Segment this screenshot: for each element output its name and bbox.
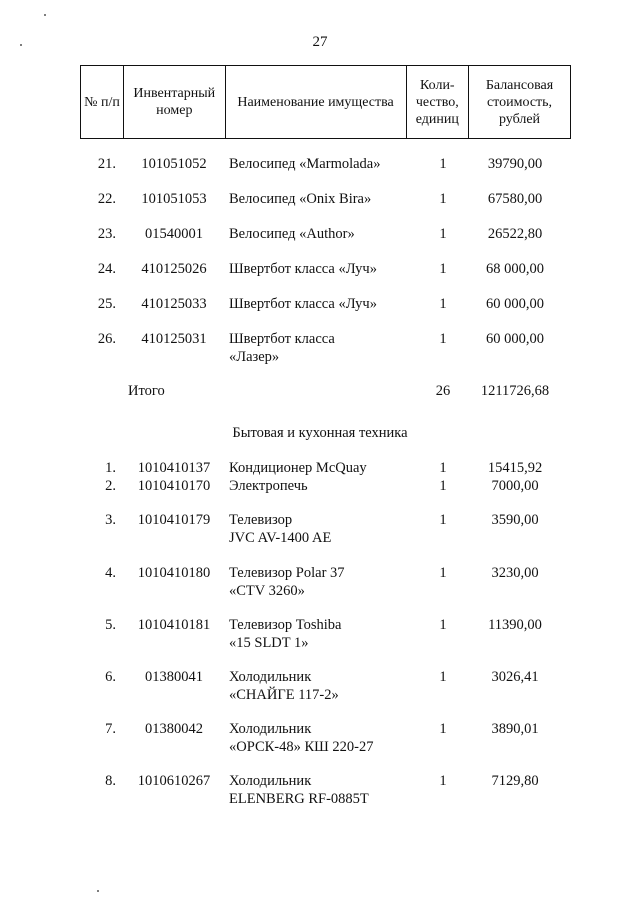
row-number: 21. <box>97 156 116 172</box>
header-quantity: Коли-чество, единиц <box>406 66 468 139</box>
row-number: 5. <box>105 617 116 633</box>
item-name: Велосипед «Onix Bira» <box>229 191 372 207</box>
quantity: 1 <box>439 156 447 172</box>
quantity: 1 <box>439 617 447 633</box>
quantity: 1 <box>439 331 447 347</box>
item-name: Швертбот класса «Луч» <box>229 296 377 312</box>
quantity: 1 <box>439 669 447 685</box>
scan-speck <box>44 14 46 16</box>
item-name: Швертбот класса «Луч» <box>229 261 377 277</box>
scan-speck <box>97 890 99 892</box>
row-number: 3. <box>105 512 116 528</box>
inventory-number: 1010410170 <box>137 478 211 494</box>
row-number: 4. <box>105 565 116 581</box>
header-name: Наименование имущества <box>225 66 406 139</box>
item-name: Электропечь <box>229 478 308 494</box>
cost: 39790,00 <box>487 156 543 172</box>
inventory-number: 410125031 <box>141 331 207 347</box>
inventory-number: 1010410137 <box>137 460 211 476</box>
header-cost: Балансовая стоимость, рублей <box>469 66 571 139</box>
quantity: 1 <box>439 512 447 528</box>
total-cost: 1211726,68 <box>480 383 550 399</box>
inventory-number: 1010410180 <box>137 565 211 581</box>
page-number: 27 <box>312 34 328 50</box>
cost: 15415,92 <box>487 460 543 476</box>
item-name: Велосипед «Marmolada» <box>229 156 381 172</box>
total-label: Итого <box>128 383 165 399</box>
quantity: 1 <box>439 773 447 789</box>
inventory-number: 101051052 <box>141 156 207 172</box>
row-number: 24. <box>97 261 116 277</box>
cost: 11390,00 <box>488 617 542 633</box>
inventory-number: 01380041 <box>145 669 203 685</box>
item-name: Швертбот класса «Лазер» <box>229 331 335 365</box>
item-name: Велосипед «Author» <box>229 226 355 242</box>
cost: 60 000,00 <box>486 296 544 312</box>
table-header <box>80 65 571 139</box>
inventory-number: 01540001 <box>145 226 203 242</box>
cost: 3590,00 <box>491 512 539 528</box>
header-no: № п/п <box>81 66 124 139</box>
quantity: 1 <box>439 565 447 581</box>
inventory-number: 1010410181 <box>137 617 211 633</box>
inventory-number: 01380042 <box>145 721 203 737</box>
cost: 7129,80 <box>491 773 539 789</box>
cost: 68 000,00 <box>486 261 544 277</box>
row-number: 26. <box>97 331 116 347</box>
row-number: 25. <box>97 296 116 312</box>
row-number: 22. <box>97 191 116 207</box>
row-number: 7. <box>105 721 116 737</box>
item-name: Холодильник «СНАЙГЕ 117-2» <box>229 669 339 703</box>
inventory-number: 410125033 <box>141 296 207 312</box>
cost: 3890,01 <box>491 721 539 737</box>
row-number: 1. <box>105 460 116 476</box>
section-title: Бытовая и кухонная техника <box>232 425 408 441</box>
quantity: 1 <box>439 226 447 242</box>
cost: 26522,80 <box>487 226 543 242</box>
cost: 60 000,00 <box>486 331 544 347</box>
cost: 3230,00 <box>491 565 539 581</box>
cost: 7000,00 <box>491 478 539 494</box>
quantity: 1 <box>439 296 447 312</box>
total-quantity: 26 <box>435 383 451 399</box>
item-name: Телевизор Toshiba «15 SLDT 1» <box>229 617 342 651</box>
item-name: Холодильник «ОРСК-48» КШ 220-27 <box>229 721 374 755</box>
header-inventory: Инвентарный номер <box>124 66 225 139</box>
quantity: 1 <box>439 261 447 277</box>
quantity: 1 <box>439 460 447 476</box>
inventory-number: 1010410179 <box>137 512 211 528</box>
row-number: 8. <box>105 773 116 789</box>
inventory-number: 1010610267 <box>137 773 211 789</box>
item-name: Телевизор JVC AV-1400 AE <box>229 512 332 546</box>
inventory-number: 101051053 <box>141 191 207 207</box>
cost: 3026,41 <box>491 669 539 685</box>
quantity: 1 <box>439 191 447 207</box>
row-number: 23. <box>97 226 116 242</box>
cost: 67580,00 <box>487 191 543 207</box>
item-name: Телевизор Polar 37 «CTV 3260» <box>229 565 345 599</box>
row-number: 2. <box>105 478 116 494</box>
quantity: 1 <box>439 478 447 494</box>
item-name: Кондиционер McQuay <box>229 460 367 476</box>
inventory-number: 410125026 <box>141 261 207 277</box>
row-number: 6. <box>105 669 116 685</box>
item-name: Холодильник ELENBERG RF-0885T <box>229 773 369 807</box>
quantity: 1 <box>439 721 447 737</box>
